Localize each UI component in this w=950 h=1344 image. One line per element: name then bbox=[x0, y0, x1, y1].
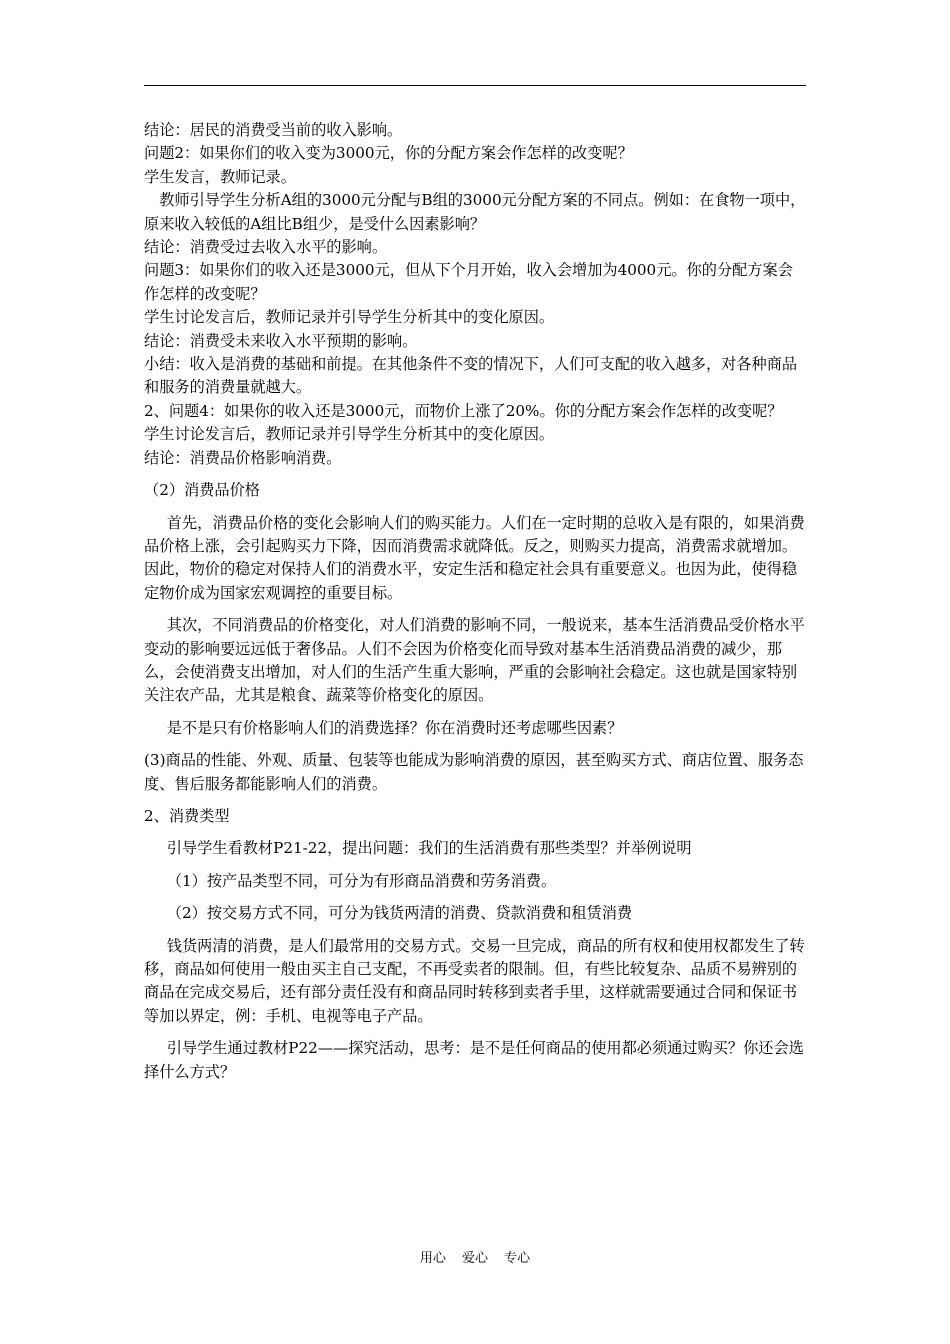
paragraph: 问题3：如果你们的收入还是3000元，但从下个月开始，收入会增加为4000元。你的分配方案会作怎样的改变呢？ bbox=[144, 261, 793, 303]
paragraph: 小结：收入是消费的基础和前提。在其他条件不变的情况下，人们可支配的收入越多，对各种商品和服务的消费量就越大。 bbox=[144, 355, 798, 397]
paragraph: 钱货两清的消费，是人们最常用的交易方式。交易一旦完成，商品的所有权和使用权都发生了转移，商品如何使用一般由买主自己支配，不再受卖者的限制。但，有些比较复杂、品质不易辨别的商品在完成交易后，还有部分责任没有和商品同时转移到卖者手里，这样就需要通过合同和保证书等加以界定，例：手机、电视等电子产品。 bbox=[144, 936, 805, 1025]
section-heading: （2）消费品价格 bbox=[144, 481, 260, 500]
paragraph: 学生讨论发言后，教师记录并引导学生分析其中的变化原因。 bbox=[144, 425, 555, 444]
paragraph: 引导学生通过教材P22——探究活动，思考：是不是任何商品的使用都必须通过购买？你还会选择什么方式？ bbox=[144, 1039, 804, 1081]
paragraph: 首先，消费品价格的变化会影响人们的购买能力。人们在一定时期的总收入是有限的，如果消费品价格上涨，会引起购买力下降，因而消费需求就降低。反之，则购买力提高，消费需求就增加。因此，物价的稳定对保持人们的消费水平，安定生活和稳定社会具有重要意义。也因为此，使得稳定物价成为国家宏观调控的重要目标。 bbox=[144, 513, 805, 602]
header-rule bbox=[144, 85, 806, 86]
paragraph: 是不是只有价格影响人们的消费选择？你在消费时还考虑哪些因素？ bbox=[166, 718, 623, 737]
list-item: （2）按交易方式不同，可分为钱货两清的消费、贷款消费和租赁消费 bbox=[166, 904, 633, 923]
paragraph: 结论：消费受过去收入水平的影响。 bbox=[144, 238, 387, 257]
paragraph: 问题2：如果你们的收入变为3000元，你的分配方案会作怎样的改变呢？ bbox=[144, 144, 633, 163]
list-item: （1）按产品类型不同，可分为有形商品消费和劳务消费。 bbox=[166, 871, 557, 890]
paragraph: 其次，不同消费品的价格变化，对人们消费的影响不同，一般说来，基本生活消费品受价格水平变动的影响要远远低于奢侈品。人们不会因为价格变化而导致对基本生活消费品消费的减少，那么，会使消费支出增加，对人们的生活产生重大影响，严重的会影响社会稳定。这也就是国家特别关注农产品，尤其是粮食、蔬菜等价格变化的原因。 bbox=[144, 616, 805, 705]
footer-item: 专心 bbox=[504, 1251, 531, 1266]
paragraph: 2、问题4：如果你的收入还是3000元，而物价上涨了20%。你的分配方案会作怎样的改变呢？ bbox=[144, 401, 783, 420]
paragraph: 学生发言，教师记录。 bbox=[144, 167, 296, 186]
paragraph: 结论：居民的消费受当前的收入影响。 bbox=[144, 121, 403, 139]
paragraph: 学生讨论发言后，教师记录并引导学生分析其中的变化原因。 bbox=[144, 308, 555, 327]
page-footer bbox=[0, 1247, 950, 1266]
paragraph: 结论：消费受未来收入水平预期的影响。 bbox=[144, 331, 418, 350]
footer-item: 爱心 bbox=[461, 1251, 488, 1266]
paragraph: 引导学生看教材P21-22，提出问题：我们的生活消费有那些类型？并举例说明 bbox=[166, 839, 692, 858]
paragraph: (3)商品的性能、外观、质量、包装等也能成为影响消费的原因，甚至购买方式、商店位置、服务态度、售后服务都能影响人们的消费。 bbox=[144, 751, 804, 793]
paragraph: 教师引导学生分析A组的3000元分配与B组的3000元分配方案的不同点。例如：在食物一项中，原来收入较低的A组比B组少，是受什么因素影响？ bbox=[144, 191, 806, 233]
footer-item: 用心 bbox=[419, 1251, 446, 1266]
document-body bbox=[144, 119, 806, 1084]
section-heading: 2、消费类型 bbox=[144, 806, 230, 825]
paragraph: 结论：消费品价格影响消费。 bbox=[144, 448, 342, 467]
